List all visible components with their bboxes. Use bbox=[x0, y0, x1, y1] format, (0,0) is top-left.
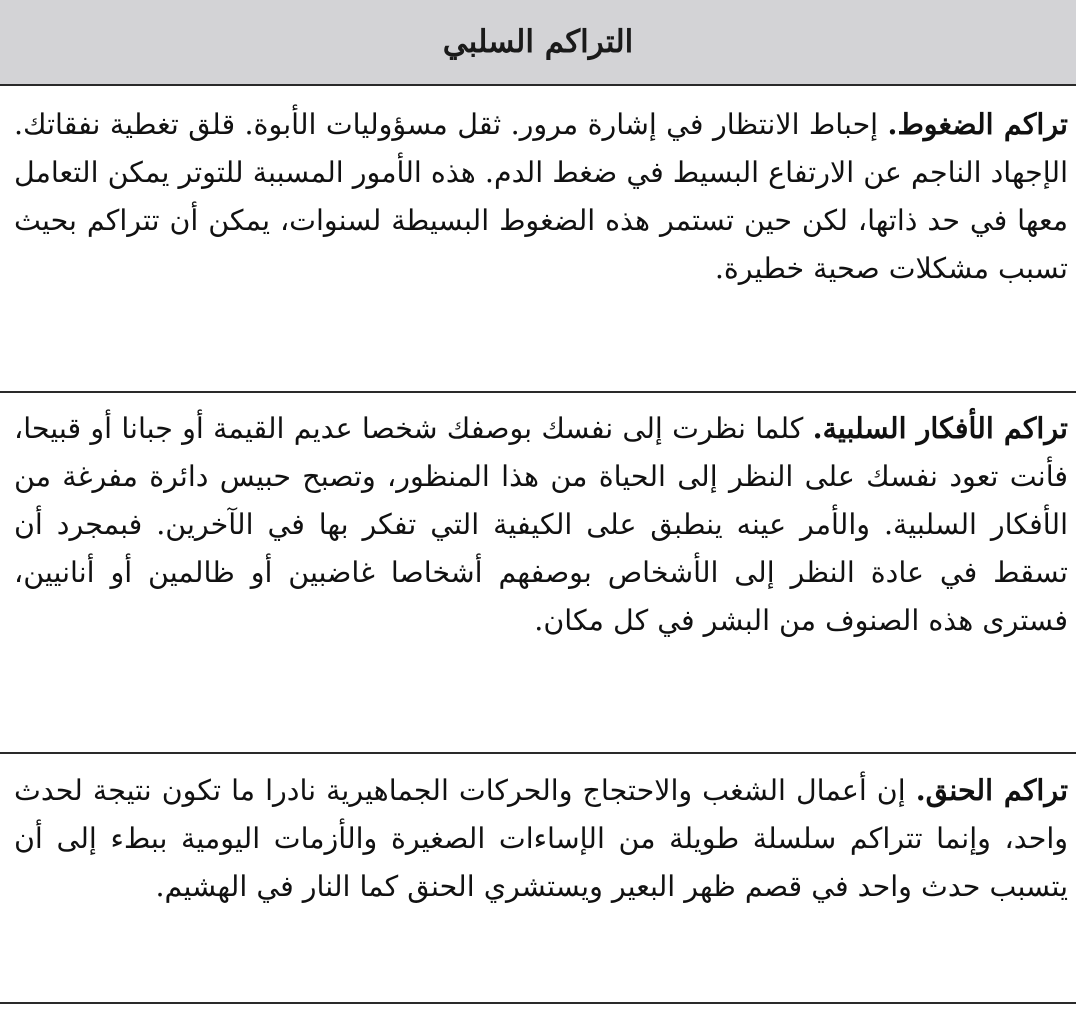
row-divider bbox=[0, 752, 1076, 754]
row-term: تراكم الحنق. bbox=[915, 773, 1069, 807]
table-row-resentment bbox=[0, 766, 1076, 1002]
table-header bbox=[0, 0, 1076, 86]
row-term: تراكم الأفكار السلبية. bbox=[812, 411, 1068, 445]
row-divider bbox=[0, 1002, 1076, 1004]
row-term: تراكم الضغوط. bbox=[887, 107, 1068, 141]
row-divider bbox=[0, 391, 1076, 393]
row-text: كلما نظرت إلى نفسك بوصفك شخصا عديم القيمة أو جبانا أو قبيحا، فأنت تعود نفسك على النظر إلى الحياة من هذا المنظور، وتصبح حبيس دائرة مفرغة من الأفكار السلبية. والأمر عينه ينطبق على الكيفية التي تفكر بها في الآخرين. فبمجرد أن تسقط في عادة النظر إلى الأشخاص بوصفهم أشخاصا غاضبين أو ظالمين أو أنانيين، فسترى هذه الصنوف من البشر في كل مكان. bbox=[14, 412, 1068, 637]
table-row-negative-thoughts bbox=[0, 404, 1076, 752]
row-text: إن أعمال الشغب والاحتجاج والحركات الجماهيرية نادرا ما تكون نتيجة لحدث واحد، وإنما تتراكم سلسلة طويلة من الإساءات الصغيرة والأزمات اليومية ببطء إلى أن يتسبب حدث واحد في قصم ظهر البعير ويستشري الحنق كما النار في الهشيم. bbox=[14, 774, 1068, 903]
row-text: إحباط الانتظار في إشارة مرور. ثقل مسؤوليات الأبوة. قلق تغطية نفقاتك. الإجهاد الناجم عن الارتفاع البسيط في ضغط الدم. هذه الأمور المسببة للتوتر يمكن التعامل معها في حد ذاتها، لكن حين تستمر هذه الضغوط البسيطة لسنوات، يمكن أن تتراكم بحيث تسبب مشكلات صحية خطيرة. bbox=[14, 108, 1068, 285]
table-row-stress bbox=[0, 100, 1076, 390]
table-title: التراكم السلبي bbox=[442, 24, 634, 60]
